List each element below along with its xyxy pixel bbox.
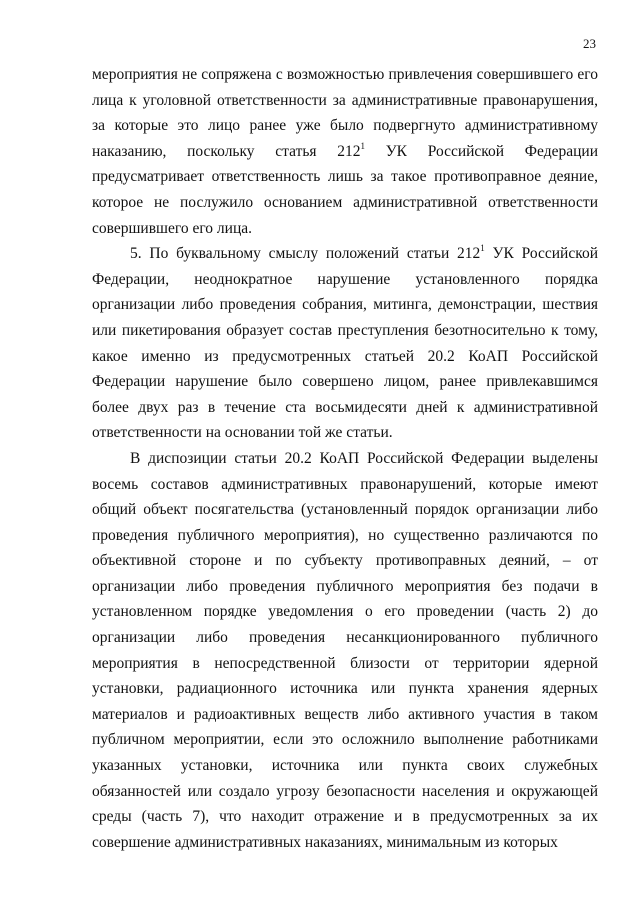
paragraph-text: УК Российской Федерации, неоднократное нарушение установленного порядка организации либо проведения собрания, митинга, демонстрации, шествия или пикетирования образует состав преступления безотносительно к тому, какое именно из предусмотренных статьей 20.2 КоАП Российской Федерации нарушение было совершено лицом, ранее привлекавшимся более двух раз в течение ста восьмидесяти дней к административной ответственности на основании той же статьи.	[92, 245, 599, 442]
paragraph-text: мероприятия не сопряжена с возможностью привлечения совершившего его лица к уголовной ответственности за административные правонарушения, за которые это лицо ранее уже было подвергнуто административному наказанию, поскольку статья 212	[92, 66, 598, 160]
paragraph-3	[92, 446, 598, 856]
paragraph-1	[92, 62, 598, 241]
paragraph-text: 5. По буквальному смыслу положений статьи 212	[130, 245, 481, 263]
superscript: 1	[480, 243, 485, 253]
paragraph-2	[92, 241, 598, 446]
paragraph-text: В диспозиции статьи 20.2 КоАП Российской Федерации выделены восемь составов административных правонарушений, которые имеют общий объект посягательства (установленный порядок организации либо проведения публичного мероприятия), но существенно различаются по объективной стороне и по субъекту противоправных деяний, – от организации либо проведения публичного мероприятия без подачи в установленном порядке уведомления о его проведении (часть 2) до организации либо проведения несанкционированного публичного мероприятия в непосредственной близости от территории ядерной установки, радиационного источника или пункта хранения ядерных материалов и радиоактивных веществ либо активного участия в таком публичном мероприятии, если это осложнило выполнение работниками указанных установки, источника или пункта своих служебных обязанностей или создало угрозу безопасности населения и окружающей среды (часть 7), что находит отражение и в предусмотренных за их совершение административных наказаниях, минимальным из которых	[92, 449, 598, 851]
page-number: 23	[583, 36, 596, 51]
paragraph-text: УК Российской Федерации предусматривает ответственность лишь за такое противоправное деяние, которое не послужило основанием административной ответственности совершившего его лица.	[92, 142, 598, 237]
document-body	[92, 62, 598, 855]
superscript: 1	[360, 140, 365, 151]
